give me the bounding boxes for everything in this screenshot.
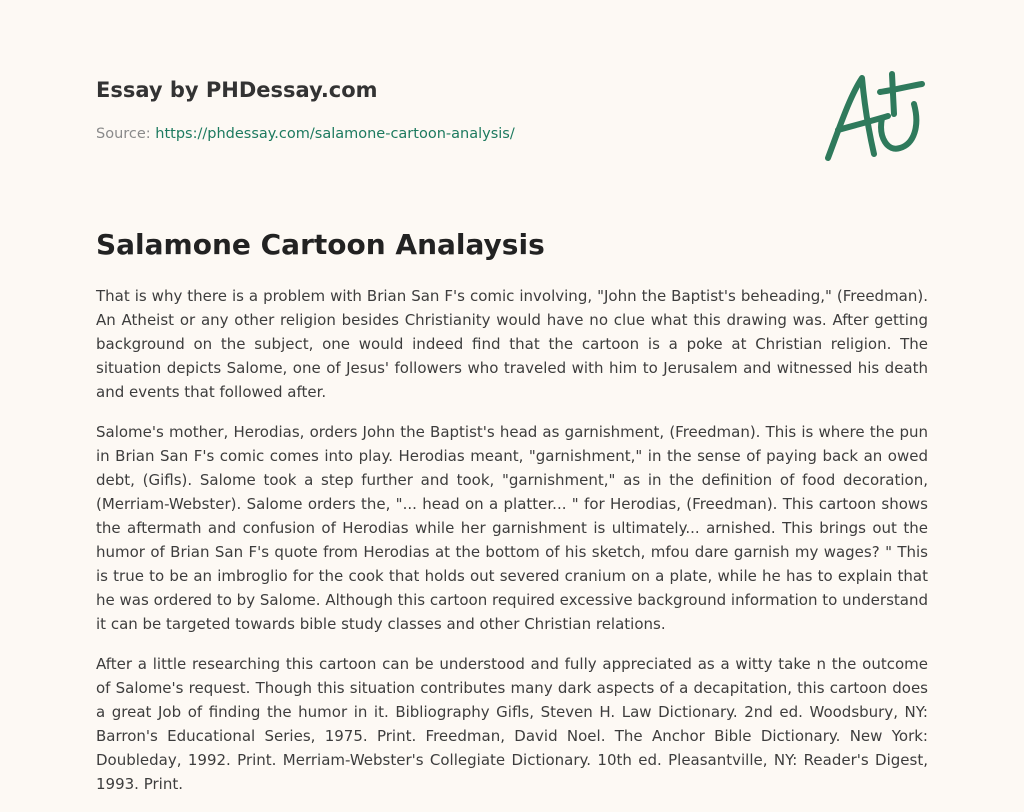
article-title: Salamone Cartoon Analaysis: [96, 228, 545, 261]
source-link[interactable]: https://phdessay.com/salamone-cartoon-analysis/: [155, 126, 515, 142]
source-line: [96, 124, 515, 144]
paragraph: After a little researching this cartoon can be understood and fully appreciated as a witty take n the outcome of Salome's request. Though this situation contributes many dark aspects of a decapitation, this cartoon does a great Job of finding the humor in it. Bibliography Gifls, Steven H. Law Dictionary. 2nd ed. Woodsbury, NY: Barron's Educational Series, 1975. Print. Freedman, David Noel. The Anchor Bible Dictionary. New York: Doubleday, 1992. Print. Merriam-Webster's Collegiate Dictionary. 10th ed. Pleasantville, NY: Reader's Digest, 1993. Print.: [96, 655, 928, 793]
paragraph: That is why there is a problem with Brian San F's comic involving, "John the Baptist's beheading," (Freedman). An Atheist or any other religion besides Christianity would have no clue what this drawing was. After getting background on the subject, one would indeed find that the cartoon is a poke at Christian religion. The situation depicts Salome, one of Jesus' followers who traveled with him to Jerusalem and witnessed his death and events that followed after.: [96, 287, 928, 401]
paragraph: Salome's mother, Herodias, orders John the Baptist's head as garnishment, (Freedman). This is where the pun in Brian San F's comic comes into play. Herodias meant, "garnishment," in the sense of paying back an owed debt, (Gifls). Salome took a step further and took, "garnishment," as in the definition of food decoration, (Merriam-Webster). Salome orders the, "... head on a platter... " for Herodias, (Freedman). This cartoon shows the aftermath and confusion of Herodias while her garnishment is ultimately... arnished. This brings out the humor of Brian San F's quote from Herodias at the bottom of his sketch, mfou dare garnish my wages? " This is true to be an imbroglio for the cook that holds out severed cranium on a plate, while he has to explain that he was ordered to by Salome. Although this cartoon required excessive background information to understand it can be targeted towards bible study classes and other Christian relations.: [96, 423, 928, 633]
site-brand: Essay by PHDessay.com: [96, 78, 378, 102]
a-plus-logo-icon: [818, 66, 930, 166]
source-label: Source:: [96, 126, 151, 142]
article-body: [96, 284, 928, 812]
